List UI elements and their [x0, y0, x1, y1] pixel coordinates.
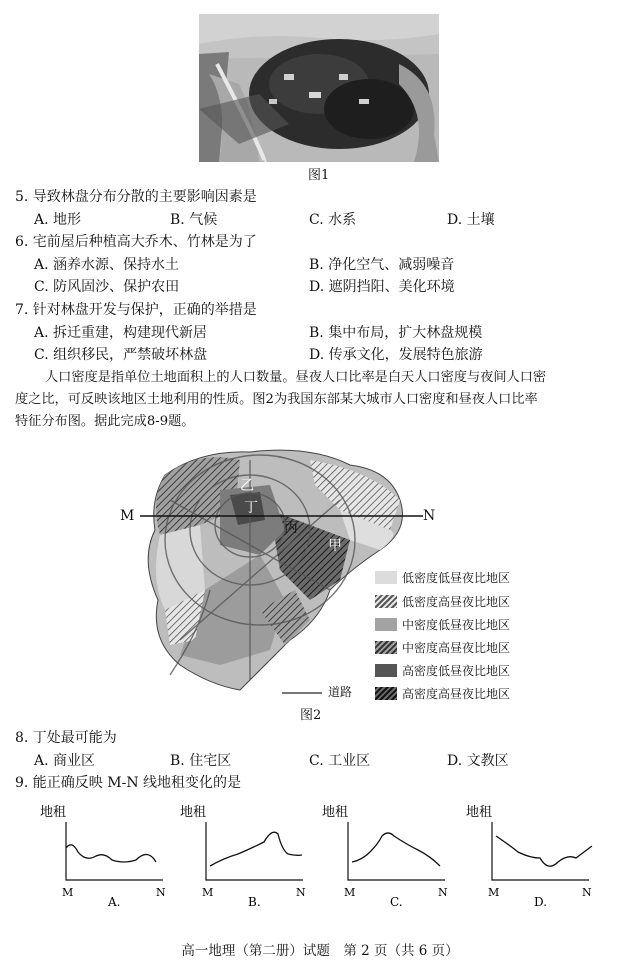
- map-label-ding: 丁: [244, 500, 258, 516]
- city-map: [110, 440, 440, 700]
- q6-option-a: A. 涵养水源、保持水土: [34, 257, 180, 273]
- chart-c-letter: C.: [390, 895, 403, 909]
- map-label-bing: 丙: [284, 520, 298, 536]
- chart-d-n: N: [582, 886, 592, 899]
- chart-d-axes: [492, 822, 589, 880]
- passage-line-3: 特征分布图。据此完成8-9题。: [15, 414, 195, 429]
- q7-option-b: B. 集中布局，扩大林盘规模: [309, 325, 483, 341]
- legend-label-3: 中密度低昼夜比地区: [402, 618, 511, 632]
- map-label-jia: 甲: [328, 538, 342, 554]
- chart-b-m: M: [202, 886, 214, 899]
- chart-a-ylabel: 地租: [40, 805, 67, 820]
- q6-option-b: B. 净化空气、减弱噪音: [309, 257, 455, 273]
- q8-option-b: B. 住宅区: [170, 753, 232, 769]
- chart-b-curve: [210, 832, 302, 866]
- chart-a-n: N: [156, 886, 166, 899]
- figure2-caption: 图2: [300, 708, 322, 723]
- legend-swatch-5: [375, 664, 397, 677]
- chart-c-curve: [352, 833, 440, 866]
- q8-option-a: A. 商业区: [34, 753, 96, 769]
- chart-d-m: M: [488, 886, 500, 899]
- chart-c-axes: [348, 822, 445, 880]
- chart-a-m: M: [62, 886, 74, 899]
- legend-swatch-3: [375, 618, 397, 631]
- chart-c-m: M: [344, 886, 356, 899]
- q5-option-b: B. 气候: [170, 212, 218, 228]
- q5-option-c: C. 水系: [309, 212, 357, 228]
- q7-option-a: A. 拆迁重建，构建现代新居: [34, 325, 208, 341]
- legend-label-2: 低密度高昼夜比地区: [402, 595, 511, 609]
- map-label-yi: 乙: [240, 478, 254, 494]
- chart-a-letter: A.: [108, 895, 121, 909]
- q6-stem: 6. 宅前屋后种植高大乔木、竹林是为了: [15, 234, 257, 250]
- rent-chart-c: [320, 800, 460, 910]
- figure1-caption: 图1: [308, 168, 330, 183]
- q8-option-d: D. 文教区: [447, 753, 509, 769]
- legend-swatch-6: [375, 687, 397, 700]
- legend-swatch-2: [375, 595, 397, 608]
- chart-b-axes: [206, 822, 303, 880]
- q8-option-c: C. 工业区: [309, 753, 371, 769]
- figure1-photo: [199, 14, 439, 162]
- rent-chart-d: [464, 800, 604, 910]
- map-label-n: N: [423, 508, 436, 524]
- chart-c-n: N: [438, 886, 448, 899]
- q7-option-d: D. 传承文化，发展特色旅游: [309, 347, 483, 363]
- passage-line-2: 度之比，可反映该地区土地利用的性质。图2为我国东部某大城市人口密度和昼夜人口比率: [15, 392, 538, 407]
- q6-option-c: C. 防风固沙、保护农田: [34, 279, 180, 295]
- q5-option-a: A. 地形: [34, 212, 82, 228]
- chart-d-curve: [496, 836, 592, 866]
- legend-swatch-4: [375, 641, 397, 654]
- chart-d-ylabel: 地租: [466, 805, 493, 820]
- q6-option-d: D. 遮阴挡阳、美化环境: [309, 279, 455, 295]
- chart-a-curve: [66, 845, 156, 862]
- legend-label-1: 低密度低昼夜比地区: [402, 571, 511, 585]
- q5-option-d: D. 土壤: [447, 212, 495, 228]
- chart-b-n: N: [296, 886, 306, 899]
- chart-a-axes: [66, 822, 163, 880]
- rent-chart-b: [178, 800, 318, 910]
- legend-swatch-1: [375, 571, 397, 584]
- legend-label-6: 高密度高昼夜比地区: [402, 687, 511, 701]
- page-footer: 高一地理（第二册）试题 第 2 页（共 6 页）: [181, 943, 459, 959]
- map-label-m: M: [120, 508, 135, 524]
- passage-line-1: 人口密度是指单位土地面积上的人口数量。昼夜人口比率是白天人口密度与夜间人口密: [45, 370, 547, 385]
- legend-label-5: 高密度低昼夜比地区: [402, 664, 511, 678]
- chart-b-letter: B.: [248, 895, 261, 909]
- q8-stem: 8. 丁处最可能为: [15, 730, 117, 746]
- q7-stem: 7. 针对林盘开发与保护，正确的举措是: [15, 302, 257, 318]
- chart-b-ylabel: 地租: [180, 805, 207, 820]
- legend-label-4: 中密度高昼夜比地区: [402, 641, 511, 655]
- road-legend-label: 道路: [328, 685, 353, 699]
- q9-stem: 9. 能正确反映 M-N 线地租变化的是: [15, 775, 242, 791]
- passage: [15, 367, 627, 433]
- rent-chart-a: [38, 800, 178, 910]
- chart-d-letter: D.: [534, 895, 548, 909]
- q7-option-c: C. 组织移民，严禁破坏林盘: [34, 347, 208, 363]
- q5-stem: 5. 导致林盘分布分散的主要影响因素是: [15, 189, 257, 205]
- chart-c-ylabel: 地租: [322, 805, 349, 820]
- road-legend-line: [282, 692, 322, 694]
